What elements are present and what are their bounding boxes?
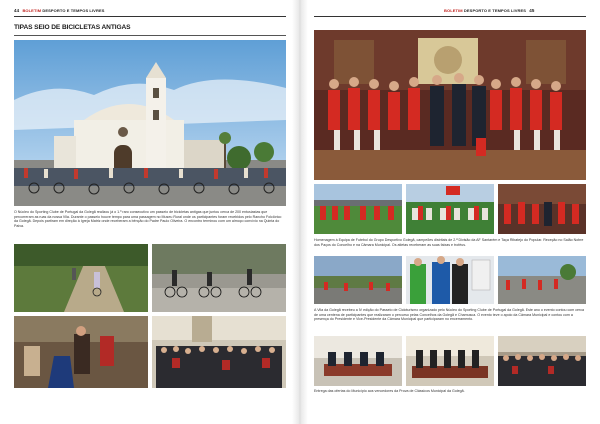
- right-section-label: BOLETIM: [444, 8, 463, 13]
- left-page-number: 44: [14, 8, 20, 13]
- caption-main: O Núcleo do Sporting Clube de Portugal da Golegã realizou já o 1.º raro consecutivo um passeio de bicicletas antigas que juntou cerca de 200 entusiastas que percorreram as ruas da nossa Vila. Durante o passeio houve tempo para uma passagem no Museu Rural onde os participantes foram recebidos pelo Rancho Folclórico da Golegã. Depois partiram em direção à Igreja Matriz onde receberam a bênção do Padre Paulo Oliveira. O encontro terminou com um almoço convívio na Quinta do Paiva.: [14, 210, 282, 228]
- photo-football-team: [314, 30, 586, 180]
- caption-cycling: A Vila da Golegã recebeu a IV edição do Passeio de Cicloturismo organizado pelo Núcleo do Sporting Clube de Portugal da Golegã. Este ano o evento contou com cerca de uma centena de participantes que realizaram o percurso pelas Concelhos da Golegã e Chamusca. O evento teve o apoio da Câmara Municipal e contou com a presença do Presidente e Vice-Presidente da Câmara Municipal que participaram no encerramento.: [314, 308, 585, 321]
- photo-team-field-1: [314, 184, 402, 234]
- photo-cycle-street: [498, 256, 586, 304]
- photo-awards-table-2: [406, 336, 494, 386]
- right-page-number: 45: [529, 8, 535, 13]
- right-subsection-label: DESPORTO E TEMPOS LIVRES: [463, 8, 527, 13]
- title-rule: [14, 35, 286, 36]
- photo-awards-table-1: [314, 336, 402, 386]
- left-header-rule: [14, 16, 286, 17]
- right-header-rule: [314, 16, 586, 17]
- photo-team-field-2: [406, 184, 494, 234]
- photo-folk-dancers: [14, 316, 148, 388]
- caption-awards: Entrega das ofertas do Município aos vencedores da Prova de Clássicos Municipal da Golegã.: [314, 389, 465, 393]
- left-page-header: [14, 8, 104, 13]
- left-section-label: BOLETIM: [22, 8, 42, 13]
- photo-cyclists-street: [152, 244, 286, 312]
- right-page-header: [444, 8, 534, 13]
- article-title: TIPAS SEIO DE BICICLETAS ANTIGAS: [14, 24, 131, 31]
- page-spine: [292, 0, 308, 424]
- photo-cycle-award: [406, 256, 494, 304]
- left-subsection-label: DESPORTO E TEMPOS LIVRES: [42, 8, 105, 13]
- photo-cyclists-path: [14, 244, 148, 312]
- caption-football: Homenagem à Equipa de Futebol do Grupo Desportivo Golegã, campeões distritais de 2.ª Divisão da AF Santarém e Taça Ribatejo do Popular. Receção no Salão Nobre dos Paços do Concelho e na Câmara Municipal. Os atletas receberam as suas faixas e troféus.: [314, 238, 584, 247]
- photo-church-cyclists: [14, 40, 286, 206]
- photo-team-ceremony: [498, 184, 586, 234]
- photo-cycle-road: [314, 256, 402, 304]
- photo-church-interior: [152, 316, 286, 388]
- photo-awards-audience: [498, 336, 586, 386]
